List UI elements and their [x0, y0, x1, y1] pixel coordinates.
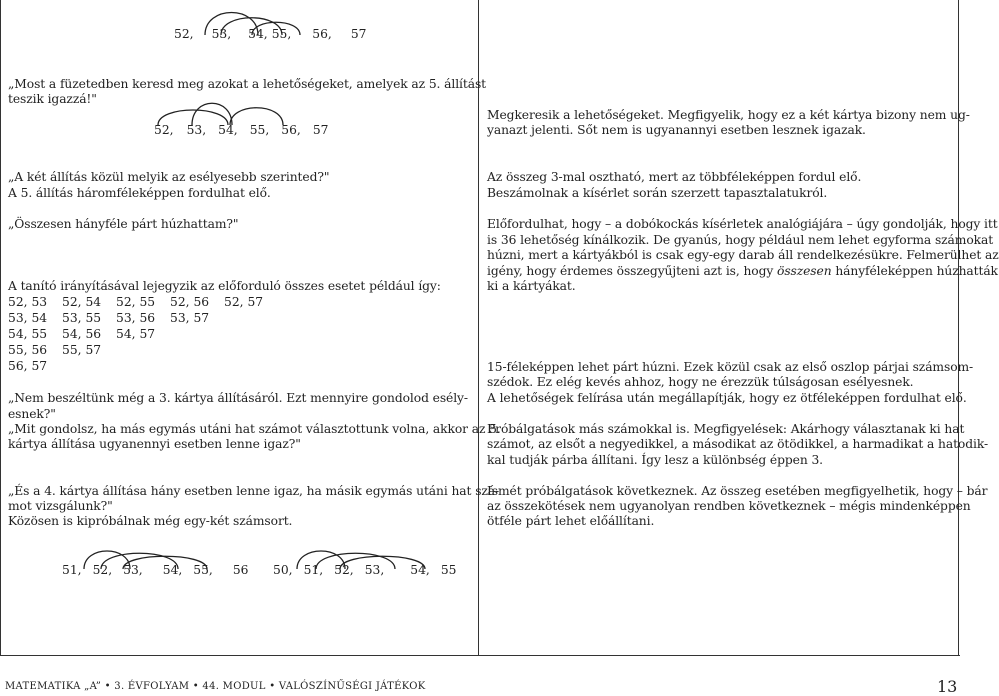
- right-note-1-line-1: Megkeresik a lehetőségeket. Megfigyelik, hogy ez a két kártya bizony nem ug-: [487, 108, 970, 122]
- question-1-line-1: „Most a füzetedben keresd meg azokat a lehetőségeket, amelyek az 5. állítást: [8, 77, 487, 91]
- number: 51,: [303, 563, 324, 577]
- question-4-line-1: „Nem beszéltünk még a 3. kártya állításáról. Ezt mennyire gondolod esély-: [8, 391, 468, 405]
- right-note-5-line-2: számot, az elsőt a negyedikkel, a másodikat az ötödikkel, a harmadikat a hatodik-: [487, 437, 989, 451]
- number: 53,: [364, 563, 385, 577]
- pair-cell: 53, 55: [62, 311, 102, 325]
- number: 54,: [162, 563, 183, 577]
- number: 56: [232, 563, 249, 577]
- question-5-line-2: kártya állítása ugyanennyi esetben lenne igaz?": [8, 437, 301, 451]
- pair-cell: 54, 55: [8, 327, 48, 341]
- column-divider-middle: [478, 0, 479, 655]
- number: 50,: [273, 563, 293, 577]
- number: 53,: [211, 27, 232, 41]
- right-note-3-line-2: is 36 lehetőség kínálkozik. De gyanús, hogy például nem lehet egyforma számokat: [487, 233, 994, 247]
- question-6-line-2: mot vizsgálunk?": [8, 499, 113, 513]
- right-note-3-line-1: Előfordulhat, hogy – a dobókockás kísérletek analógiájára – úgy gondolják, hogy itt: [487, 217, 998, 231]
- pair-cell: 52, 56: [170, 295, 210, 309]
- right-note-3-line-3: húzni, mert a kártyákból is csak egy-egy darab áll rendelkezésükre. Felmerülhet az: [487, 248, 999, 262]
- number: 52,: [92, 563, 113, 577]
- column-divider-right: [958, 0, 959, 655]
- paragraph-teacher-guided: A tanító irányításával lejegyzik az előforduló összes esetet például így:: [8, 279, 441, 293]
- question-6-line-3: Közösen is kipróbálnak még egy-két számsort.: [8, 514, 293, 528]
- number: 55,: [249, 123, 270, 137]
- right-note-3-line-5: ki a kártyákat.: [487, 279, 576, 293]
- page-number: 13: [937, 677, 958, 696]
- right-note-6-line-3: ötféle párt lehet előállítani.: [487, 514, 655, 528]
- question-5-line-1: „Mit gondolsz, ha más egymás utáni hat számot választottunk volna, akkor az 5.: [8, 422, 501, 436]
- number: 55,: [271, 27, 292, 41]
- number-row-b: [273, 563, 456, 577]
- number: 54,: [248, 27, 268, 41]
- footer-rule: [0, 655, 960, 656]
- pair-cell: 55, 57: [62, 343, 102, 357]
- right-note-2-line-2: Beszámolnak a kísérlet során szerzett tapasztalatukról.: [487, 186, 828, 200]
- pair-cell: 55, 56: [8, 343, 48, 357]
- pair-cell: 54, 56: [62, 327, 102, 341]
- number: 56,: [312, 27, 332, 41]
- right-note-4-line-3: A lehetőségek felírása után megállapítják, hogy ez ötféleképpen fordulhat elő.: [487, 391, 967, 405]
- number: 51,: [62, 563, 82, 577]
- right-note-5-line-3: kal tudják párba állítani. Így lesz a különbség éppen 3.: [487, 453, 823, 467]
- question-2-line-2: A 5. állítás háromféleképpen fordulhat elő.: [8, 186, 271, 200]
- pair-cell: 53, 54: [8, 311, 48, 325]
- question-6-line-1: „És a 4. kártya állítása hány esetben lenne igaz, ha másik egymás utáni hat szá-: [8, 484, 500, 498]
- number: 53,: [123, 563, 143, 577]
- pair-cell: 52, 55: [116, 295, 156, 309]
- pair-cell: 52, 53: [8, 295, 48, 309]
- pair-cell: 52, 54: [62, 295, 102, 309]
- question-4-line-2: esnek?": [8, 407, 56, 421]
- number: 52,: [334, 563, 354, 577]
- right-note-2-line-1: Az összeg 3-mal osztható, mert az többféleképpen fordul elő.: [487, 170, 862, 184]
- pair-cell: 54, 57: [116, 327, 156, 341]
- pair-cell: 53, 57: [170, 311, 210, 325]
- number: 53,: [186, 123, 207, 137]
- text-run: hányféleképpen húzhatták: [831, 264, 998, 278]
- right-note-4-line-1: 15-féleképpen lehet párt húzni. Ezek közül csak az első oszlop párjai számsom-: [487, 360, 974, 374]
- number: 54,: [410, 563, 430, 577]
- text-run: igény, hogy érdemes összegyűjteni azt is, hogy: [487, 264, 778, 278]
- number: 57: [312, 123, 329, 137]
- number: 52,: [154, 123, 174, 137]
- right-note-3-line-4: [487, 264, 998, 280]
- number: 57: [350, 27, 367, 41]
- number: 56,: [281, 123, 301, 137]
- question-3-line-1: „Összesen hányféle párt húzhattam?": [8, 217, 239, 231]
- pair-cell: 56, 57: [8, 359, 48, 373]
- number: 55: [440, 563, 457, 577]
- question-2-line-1: „A két állítás közül melyik az esélyesebb szerinted?": [8, 170, 330, 184]
- number-row-b-arcs: [0, 0, 478, 600]
- right-note-4-line-2: szédok. Ez elég kevés ahhoz, hogy ne érezzük túlságosan esélyesnek.: [487, 375, 914, 389]
- pair-cell: 53, 56: [116, 311, 156, 325]
- number: 55,: [193, 563, 213, 577]
- question-1-line-2: teszik igazzá!": [8, 92, 97, 106]
- right-note-6-line-1: Ismét próbálgatások következnek. Az összeg esetében megfigyelhetik, hogy – bár: [487, 484, 988, 498]
- footer-running-title: MATEMATIKA „A” • 3. ÉVFOLYAM • 44. MODUL • VALÓSZÍNŰSÉGI JÁTÉKOK: [5, 681, 426, 692]
- right-note-6-line-2: az összekötések nem ugyanolyan rendben következnek – mégis mindenképpen: [487, 499, 971, 513]
- right-note-5-line-1: Próbálgatások más számokkal is. Megfigyelések: Akárhogy választanak ki hat: [487, 422, 965, 436]
- emphasis-text: összesen: [777, 264, 832, 278]
- pair-cell: 52, 57: [224, 295, 264, 309]
- right-note-1-line-2: yanazt jelenti. Sőt nem is ugyanannyi esetben lesznek igazak.: [487, 123, 866, 137]
- number: 52,: [174, 27, 194, 41]
- number: 54,: [218, 123, 238, 137]
